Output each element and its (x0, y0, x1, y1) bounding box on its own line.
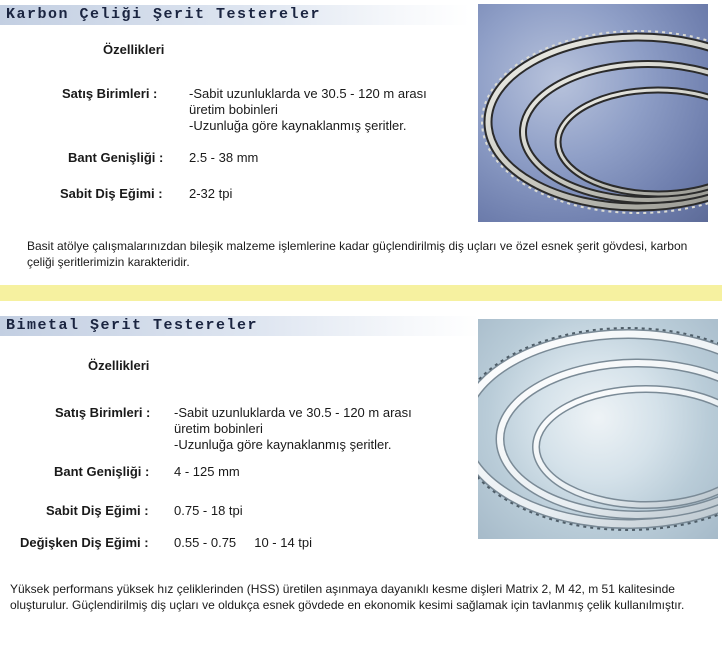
sales-units-label: Satış Birimleri : (55, 405, 151, 420)
carbon-steel-section (0, 0, 722, 285)
sales-units-line: -Sabit uzunluklarda ve 30.5 - 120 m arası (174, 405, 412, 420)
fixed-tooth-pitch-value: 0.75 - 18 tpi (174, 503, 243, 518)
bimetal-bandsaw-coil-photo (478, 319, 718, 539)
sales-units-line: üretim bobinleri (189, 102, 278, 117)
band-width-label: Bant Genişliği : (68, 150, 164, 165)
fixed-tooth-pitch-label: Sabit Diş Eğimi : (46, 503, 149, 518)
section-title: Karbon Çeliği Şerit Testereler (6, 6, 322, 23)
features-heading: Özellikleri (88, 358, 150, 373)
features-heading: Özellikleri (103, 42, 165, 57)
band-width-value: 4 - 125 mm (174, 464, 240, 479)
sales-units-line: -Uzunluğa göre kaynaklanmış şeritler. (174, 437, 392, 452)
band-width-value: 2.5 - 38 mm (189, 150, 259, 165)
band-width-label: Bant Genişliği : (54, 464, 150, 479)
sales-units-line: -Uzunluğa göre kaynaklanmış şeritler. (189, 118, 407, 133)
sales-units-line: -Sabit uzunluklarda ve 30.5 - 120 m arası (189, 86, 427, 101)
section-title: Bimetal Şerit Testereler (6, 317, 259, 334)
section-separator (0, 285, 722, 301)
sales-units-label: Satış Birimleri : (62, 86, 158, 101)
section-header-bar (0, 316, 480, 336)
variable-tooth-pitch-label: Değişken Diş Eğimi : (20, 535, 149, 550)
section-description: Yüksek performans yüksek hız çeliklerinden (HSS) üretilen aşınmaya dayanıklı kesme dişleri Matrix 2, M 42, m 51 kalitesinde oluşturulur. Güçlendirilmiş diş uçları ve oldukça esnek gövdede en ekonomik kesimi sağlamak için tavlanmış çelik kullanılmıştır. (10, 582, 685, 612)
sales-units-line: üretim bobinleri (174, 421, 263, 436)
sales-units-value (174, 405, 412, 453)
variable-tooth-pitch-value: 0.55 - 0.75 10 - 14 tpi (174, 535, 313, 550)
bimetal-section (0, 301, 722, 671)
section-description: Basit atölye çalışmalarınızdan bileşik malzeme işlemlerine kadar güçlendirilmiş diş uçları ve özel esnek şerit gövdesi, karbon çeliği şeritlerimizin karakteridir. (27, 239, 688, 269)
carbon-steel-bandsaw-coil-photo (478, 4, 708, 222)
section-header-bar (0, 5, 470, 25)
fixed-tooth-pitch-label: Sabit Diş Eğimi : (60, 186, 163, 201)
sales-units-value (189, 86, 427, 134)
fixed-tooth-pitch-value: 2-32 tpi (189, 186, 233, 201)
